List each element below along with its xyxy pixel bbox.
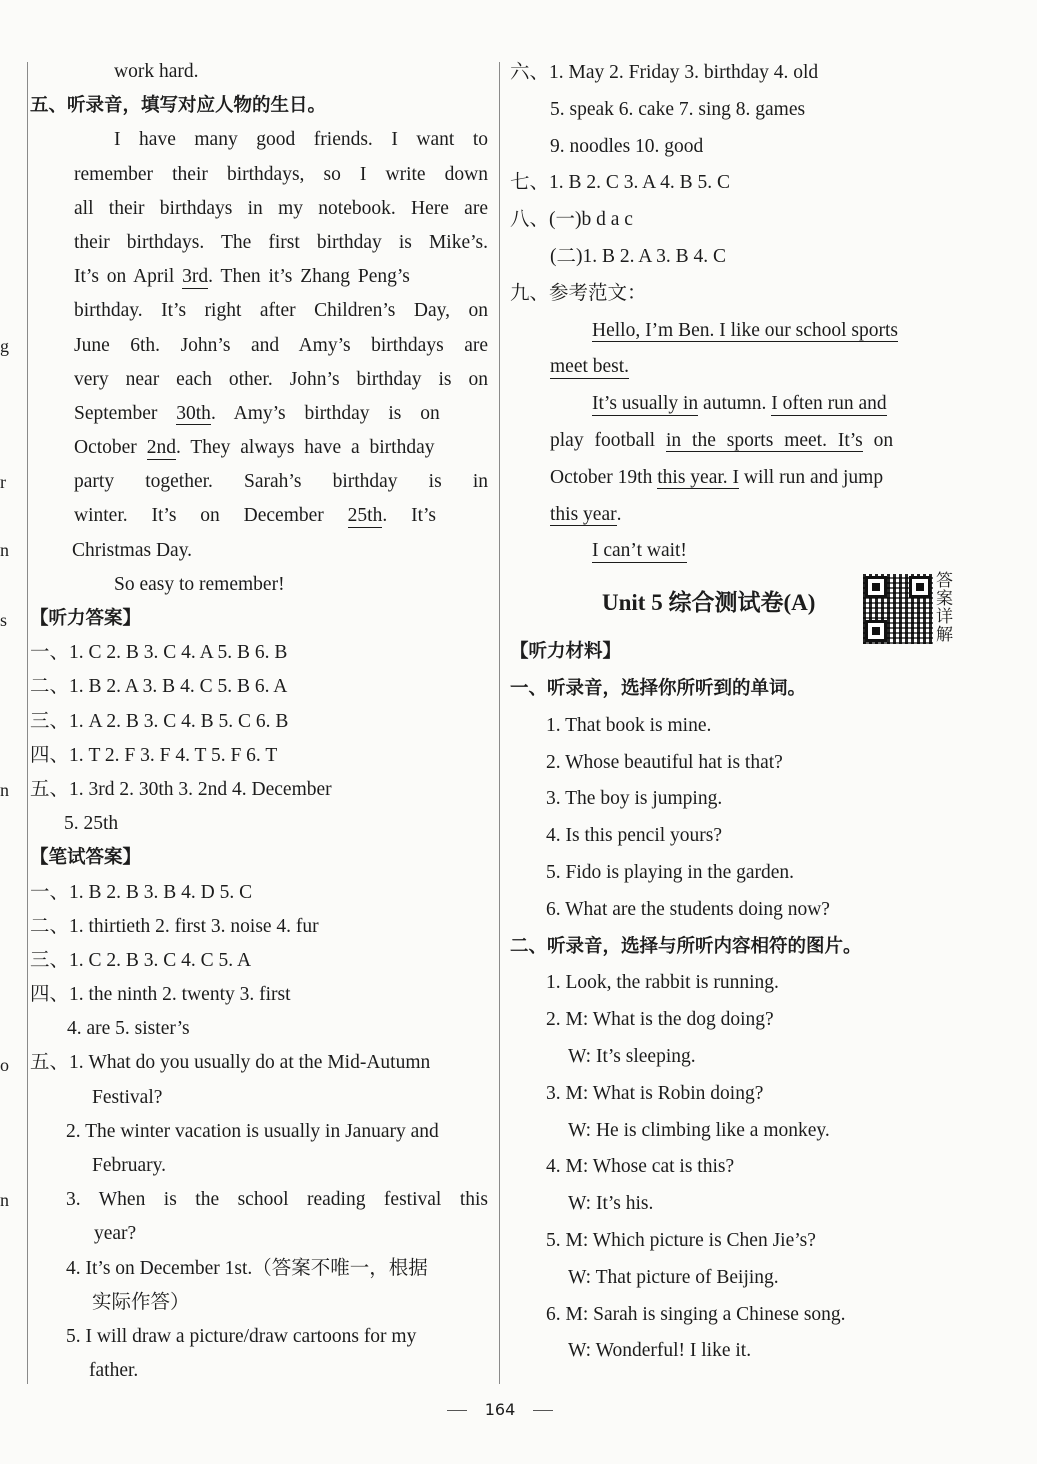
- passage-line: their birthdays. The first birthday is Mike’s.: [74, 231, 488, 253]
- section-heading: 【听力材料】: [510, 641, 622, 663]
- transcript-line: 4. Is this pencil yours?: [546, 825, 723, 847]
- answer-line: 四、1. T 2. F 3. F 4. T 5. F 6. T: [30, 744, 278, 766]
- section-heading: 二、听录音，选择与所听内容相符的图片。: [510, 935, 862, 957]
- underlined-phrase: this year: [550, 503, 617, 525]
- text-line: work hard.: [114, 61, 199, 82]
- transcript-line: 6. What are the students doing now?: [546, 898, 830, 920]
- answer-line: 八、(一)b d a c: [510, 209, 633, 231]
- answer-line: 5. 25th: [64, 813, 119, 835]
- passage-line: It’s on April 3rd. Then it’s Zhang Peng’s: [74, 266, 410, 288]
- left-gutter-line: [27, 62, 28, 1384]
- section-heading: 【笔试答案】: [30, 847, 142, 869]
- transcript-line: W: He is climbing like a monkey.: [568, 1119, 830, 1141]
- answer-line: 九、参考范文：: [510, 282, 647, 304]
- answer-line: 4. It’s on December 1st.（答案不唯一，根据: [66, 1257, 428, 1279]
- answer-line: year?: [94, 1223, 137, 1245]
- transcript-line: 2. Whose beautiful hat is that?: [546, 751, 783, 773]
- transcript-line: 3. M: What is Robin doing?: [546, 1082, 764, 1104]
- underlined-phrase: this year. I: [657, 466, 740, 488]
- underlined-phrase: It’s usually in: [592, 393, 699, 415]
- transcript-line: W: Wonderful! I like it.: [568, 1340, 752, 1362]
- passage-line: Christmas Day.: [72, 539, 193, 561]
- underlined-answer: 25th: [347, 505, 383, 527]
- edge-fragment: s: [0, 610, 8, 630]
- answer-line: 六、1. May 2. Friday 3. birthday 4. old: [510, 62, 819, 83]
- edge-fragment: n: [0, 780, 9, 800]
- page-number: 164: [484, 1400, 516, 1419]
- passage-line: June 6th. John’s and Amy’s birthdays are: [74, 334, 488, 356]
- center-gutter-line: [499, 62, 500, 1384]
- underlined-answer: 3rd: [182, 266, 209, 288]
- essay-line: play football in the sports meet. It’s on: [550, 429, 894, 451]
- passage-line: October 2nd. They always have a birthday: [74, 437, 435, 459]
- transcript-line: W: It’s his.: [568, 1193, 654, 1215]
- page-number-footer: [0, 1400, 1000, 1419]
- edge-fragment: g: [0, 336, 9, 356]
- answer-line: 七、1. B 2. C 3. A 4. B 5. C: [510, 172, 730, 194]
- essay-line: [510, 349, 962, 386]
- passage-line: birthday. It’s right after Children’s Day, on: [74, 300, 488, 322]
- underlined-phrase: I can’t wait!: [592, 540, 687, 562]
- transcript-line: 3. The boy is jumping.: [546, 788, 723, 810]
- section-heading: 一、听录音，选择你所听到的单词。: [510, 677, 807, 699]
- answer-line: Festival?: [92, 1086, 163, 1108]
- passage-line: September 30th. Amy’s birthday is on: [74, 402, 440, 424]
- underlined-phrase: I often run and: [771, 393, 887, 415]
- transcript-line: 4. M: Whose cat is this?: [546, 1156, 735, 1178]
- answer-line: 实际作答）: [92, 1291, 190, 1313]
- answer-line: 一、1. C 2. B 3. C 4. A 5. B 6. B: [30, 642, 288, 664]
- answer-line: 3. When is the school reading festival this: [66, 1189, 488, 1211]
- essay-line: [510, 313, 962, 350]
- underlined-answer: 2nd: [146, 437, 176, 459]
- answer-line: 2. The winter vacation is usually in January and: [66, 1120, 439, 1142]
- passage-line: I have many good friends. I want to: [114, 129, 488, 151]
- underlined-answer: 30th: [176, 402, 211, 424]
- essay-line: October 19th this year. I will run and jump: [550, 466, 884, 488]
- answer-line: (二)1. B 2. A 3. B 4. C: [550, 245, 727, 267]
- answer-line: 一、1. B 2. B 3. B 4. D 5. C: [30, 881, 253, 903]
- transcript-line: W: That picture of Beijing.: [568, 1266, 779, 1288]
- answer-line: 5. speak 6. cake 7. sing 8. games: [550, 98, 806, 120]
- edge-fragment: r: [0, 472, 6, 492]
- transcript-line: W: It’s sleeping.: [568, 1045, 696, 1067]
- answer-line: 5. I will draw a picture/draw cartoons for my: [66, 1325, 417, 1347]
- essay-line: [510, 533, 962, 570]
- transcript-line: 1. That book is mine.: [546, 714, 712, 736]
- passage-line: remember their birthdays, so I write down: [74, 163, 488, 185]
- answer-line: father.: [89, 1360, 139, 1382]
- footer-dash: [533, 1410, 553, 1411]
- passage-line: all their birthdays in my notebook. Here are: [74, 197, 488, 219]
- section-heading: 五、听录音，填写对应人物的生日。: [30, 95, 327, 117]
- right-column: [510, 55, 962, 1370]
- unit-title-block: [510, 571, 962, 646]
- answer-line: 9. noodles 10. good: [550, 135, 704, 157]
- underlined-phrase: in the sports meet. It’s: [665, 429, 863, 451]
- unit-title: Unit 5 综合测试卷(A): [602, 590, 816, 616]
- qr-caption: 答 案 详 解: [936, 571, 953, 646]
- answer-line: 二、1. B 2. A 3. B 4. C 5. B 6. A: [30, 676, 288, 698]
- edge-fragment: o: [0, 1055, 9, 1075]
- passage-line: winter. It’s on December 25th. It’s: [74, 505, 436, 527]
- essay-line: It’s usually in autumn. I often run and: [592, 393, 887, 415]
- answer-line: 三、1. A 2. B 3. C 4. B 5. C 6. B: [30, 710, 289, 732]
- transcript-line: 2. M: What is the dog doing?: [546, 1009, 774, 1031]
- passage-line: So easy to remember!: [114, 573, 285, 595]
- answer-line: February.: [92, 1155, 167, 1176]
- transcript-line: 6. M: Sarah is singing a Chinese song.: [546, 1303, 846, 1325]
- footer-dash: [447, 1410, 467, 1411]
- answer-line: 五、1. 3rd 2. 30th 3. 2nd 4. December: [30, 778, 332, 800]
- left-column: [30, 55, 488, 1388]
- underlined-phrase: meet best.: [550, 356, 630, 378]
- section-heading: 【听力答案】: [30, 608, 142, 629]
- transcript-line: 5. M: Which picture is Chen Jie’s?: [546, 1229, 816, 1251]
- answer-line: 二、1. thirtieth 2. first 3. noise 4. fur: [30, 915, 319, 937]
- answer-line: 4. are 5. sister’s: [67, 1018, 190, 1040]
- underlined-phrase: Hello, I’m Ben. I like our school sports: [592, 319, 898, 341]
- essay-line: this year.: [550, 503, 622, 525]
- edge-fragment: n: [0, 1190, 9, 1210]
- passage-line: party together. Sarah’s birthday is in: [74, 471, 488, 493]
- answer-line: 五、1. What do you usually do at the Mid-Autumn: [30, 1052, 431, 1074]
- answer-line: 四、1. the ninth 2. twenty 3. first: [30, 984, 291, 1006]
- edge-fragment: n: [0, 540, 9, 560]
- transcript-line: 1. Look, the rabbit is running.: [546, 972, 779, 994]
- answer-line: 三、1. C 2. B 3. C 4. C 5. A: [30, 949, 252, 971]
- passage-line: very near each other. John’s birthday is on: [74, 368, 488, 390]
- transcript-line: 5. Fido is playing in the garden.: [546, 861, 795, 883]
